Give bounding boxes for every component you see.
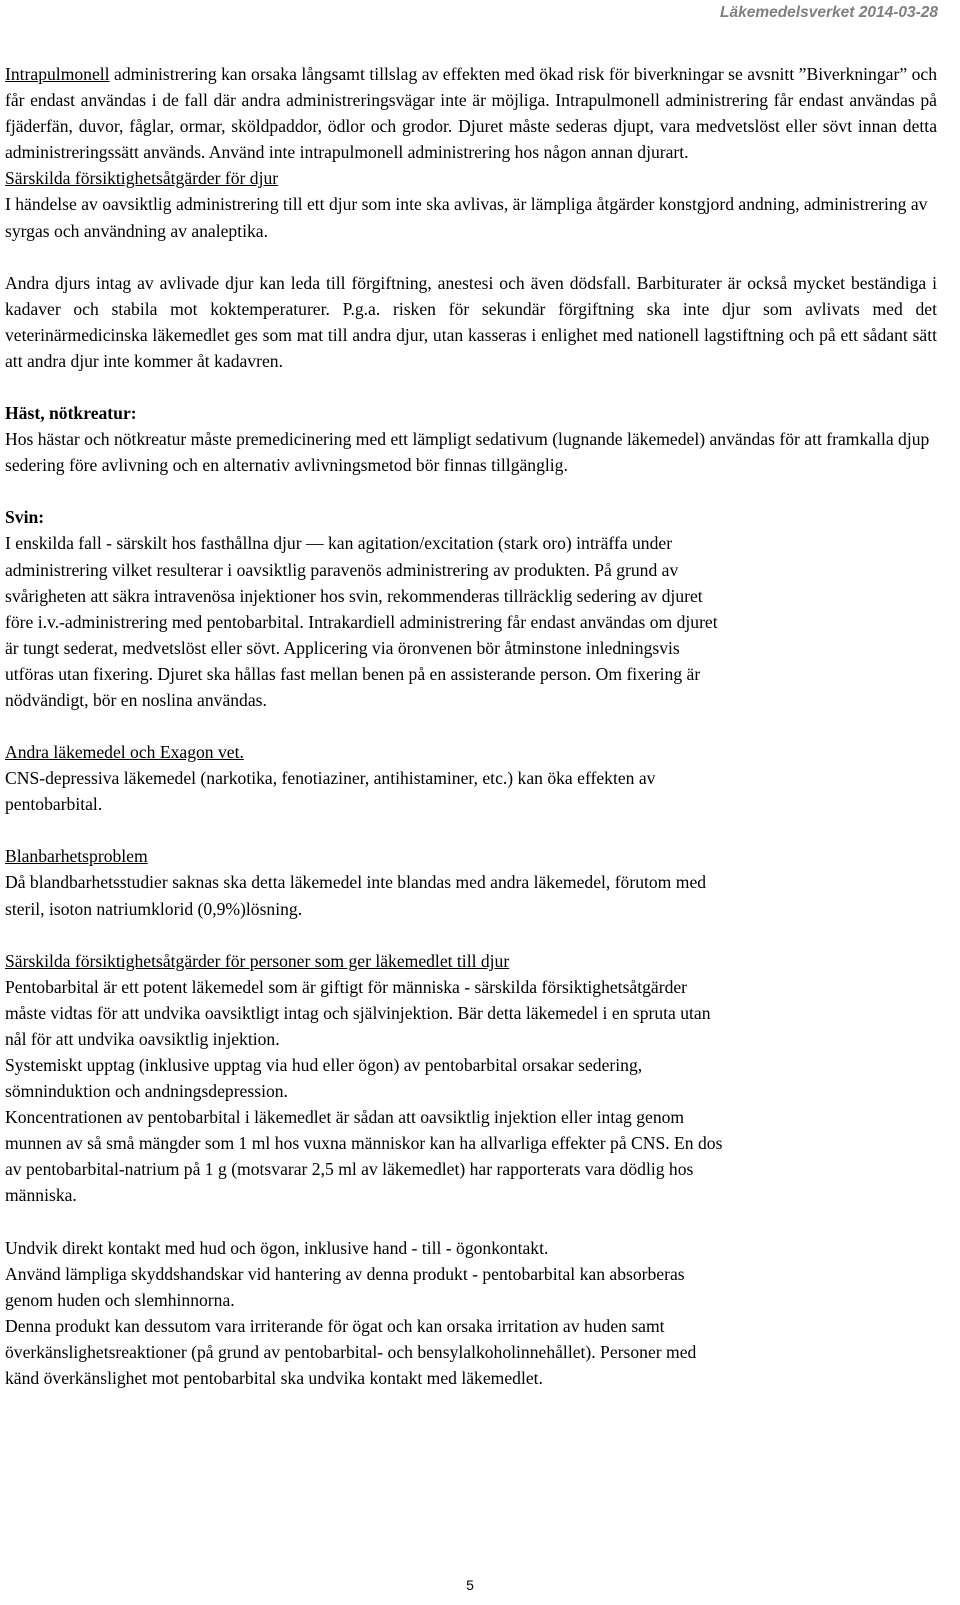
intrapulmonary-term: Intrapulmonell [5,64,110,84]
contact-text [5,1235,937,1392]
text-line: känd överkänslighet mot pentobarbital ska undvika kontakt med läkemedlet. [5,1368,543,1389]
text-line: Denna produkt kan dessutom vara irriterande för ögat och kan orsaka irritation av huden samt [5,1315,665,1336]
text-line: Undvik direkt kontakt med hud och ögon, inklusive hand - till - ögonkontakt. [5,1237,549,1258]
text-line: Koncentrationen av pentobarbital i läkemedlet är sådan att oavsiktlig injektion eller intag genom [5,1107,685,1128]
text-line: genom huden och slemhinnorna. [5,1289,235,1310]
intrapulmonary-text: administrering kan orsaka långsamt tillslag av effekten med ökad risk för biverkningar se avsnitt ”Biverkningar” och får endast användas i de fall där andra administreringsvägar inte är möjliga. Intrapulmonell administrering får endast användas på fjäderfän, duvor, fåglar, ormar, sköldpaddor, ödlor och grodor. Djuret måste sederas djupt, vara medvetslöst eller sövt innan detta administreringssätt används. Använd inte intrapulmonell administrering hos någon annan djurart. [5,64,937,163]
incompatibility-heading: Blanbarhetsproblem [5,846,148,867]
text-line: överkänslighetsreaktioner (på grund av pentobarbital- och bensylalkoholinnehållet). Personer med [5,1341,697,1362]
user-precautions-text [5,974,937,1209]
text-line: I enskilda fall - särskilt hos fasthållna djur — kan agitation/excitation (stark oro) inträffa under [5,533,673,554]
text-line: Använd lämpliga skyddshandskar vid hantering av denna produkt - pentobarbital kan absorberas [5,1263,685,1284]
horse-cattle-heading: Häst, nötkreatur: [5,403,137,424]
text-line: sömninduktion och andningsdepression. [5,1081,288,1102]
other-drugs-text [5,765,937,817]
incompatibility-text [5,869,937,921]
pig-heading: Svin: [5,507,45,528]
pig-text [5,530,937,713]
text-line: steril, isoton natriumklorid (0,9%)lösning. [5,898,303,919]
text-line: människa. [5,1185,77,1206]
text-line: nödvändigt, bör en noslina användas. [5,689,267,710]
other-drugs-heading: Andra läkemedel och Exagon vet. [5,742,244,763]
intrapulmonary-paragraph [5,61,937,165]
text-line: CNS-depressiva läkemedel (narkotika, fenotiaziner, antihistaminer, etc.) kan öka effekten av [5,768,656,789]
text-line: Systemiskt upptag (inklusive upptag via hud eller ögon) av pentobarbital orsakar sedering, [5,1055,643,1075]
animal-precautions-text: I händelse av oavsiktlig administrering till ett djur som inte ska avlivas, är lämpliga åtgärder konstgjord andning, administrering av syrgas och användning av analeptika. [5,194,928,241]
horse-cattle-text: Hos hästar och nötkreatur måste premedicinering med ett lämpligt sedativum (lugnande läkemedel) användas för att framkalla djup sedering före avlivning och en alternativ avlivningsmetod bör finnas tillgänglig. [5,429,930,476]
text-line: före i.v.-administrering med pentobarbital. Intrakardiell administrering får endast användas om djuret [5,611,718,632]
text-line: måste vidtas för att undvika oavsiktligt intag och självinjektion. Bär detta läkemedel i en spruta utan [5,1002,711,1023]
document-header: Läkemedelsverket 2014-03-28 [719,4,938,21]
text-line: Pentobarbital är ett potent läkemedel som är giftigt för människa - särskilda försiktighetsåtgärder [5,976,688,997]
text-line: nål för att undvika oavsiktlig injektion. [5,1028,280,1049]
user-precautions-heading: Särskilda försiktighetsåtgärder för personer som ger läkemedlet till djur [5,950,510,971]
text-line: svårigheten att säkra intravenösa injektioner hos svin, rekommenderas tillräcklig sedering av djuret [5,585,703,606]
page-number: 5 [466,1577,474,1593]
text-line: munnen av så små mängder som 1 ml hos vuxna människor kan ha allvarliga effekter på CNS. En dos [5,1133,723,1154]
text-line: utföras utan fixering. Djuret ska hållas fast mellan benen på en assisterande person. Om fixering är [5,663,701,684]
text-line: administrering vilket resulterar i oavsiktlig paravenös administrering av produkten. På grund av [5,559,679,580]
text-line: Då blandbarhetsstudier saknas ska detta läkemedel inte blandas med andra läkemedel, förutom med [5,872,707,893]
text-line: är tungt sederat, medvetslöst eller sövt. Applicering via öronvenen bör åtminstone inledningsvis [5,637,680,658]
document-body [5,61,937,1391]
text-line: av pentobarbital-natrium på 1 g (motsvarar 2,5 ml av läkemedlet) har rapporterats vara dödlig hos [5,1159,694,1180]
text-line: pentobarbital. [5,794,103,815]
secondary-poisoning-paragraph: Andra djurs intag av avlivade djur kan leda till förgiftning, anestesi och även dödsfall. Barbiturater är också mycket beständiga i kadaver och stabila mot koktemperaturer. P.g.a. risken för sekundär förgiftning ska inte djur som avlivats med det veterinärmedicinska läkemedlet ges som mat till andra djur, utan kasseras i enlighet med nationell lagstiftning och på ett sådant sätt att andra djur inte kommer åt kadavren. [5,272,937,371]
animal-precautions-heading: Särskilda försiktighetsåtgärder för djur [5,168,279,189]
